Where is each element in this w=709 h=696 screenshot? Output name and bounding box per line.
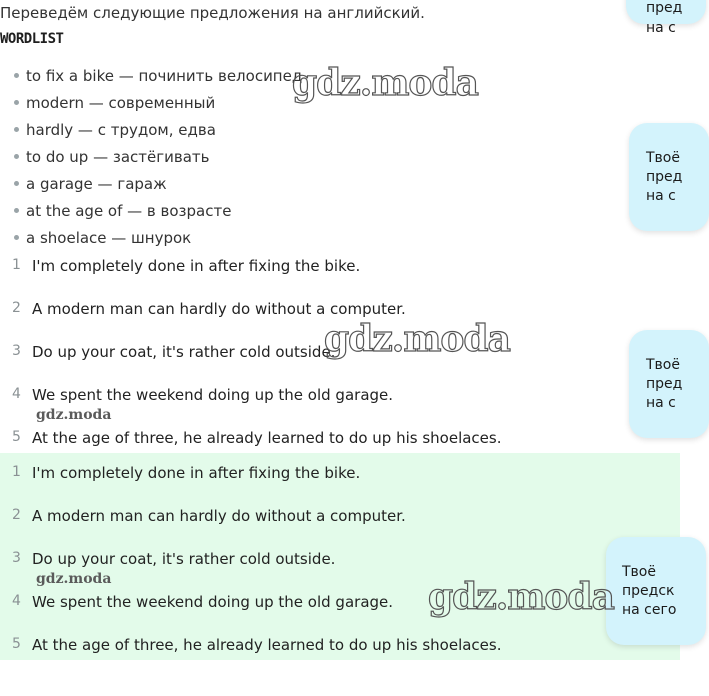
vocabulary-text: to do up — застёгивать xyxy=(26,147,210,166)
sentence-item xyxy=(0,253,680,296)
sentence-text: Do up your coat, it's rather cold outside. xyxy=(32,343,336,361)
sentence-text: I'm completely done in after fixing the bike. xyxy=(32,257,361,275)
bubble-line: пред xyxy=(646,376,683,392)
watermark-logo: gdz.moda xyxy=(428,576,614,618)
bullet-icon xyxy=(14,73,19,78)
answer-number: 2 xyxy=(12,507,21,523)
watermark-logo: gdz.moda xyxy=(36,407,112,423)
answer-text: I'm completely done in after fixing the bike. xyxy=(32,464,361,482)
bullet-icon xyxy=(14,208,19,213)
watermark-logo: gdz.moda xyxy=(324,318,510,360)
watermark-logo: gdz.moda xyxy=(36,571,112,587)
sentence-number: 2 xyxy=(12,300,21,316)
bubble-line: на с xyxy=(646,188,676,204)
bubble-line: на сего xyxy=(622,602,677,618)
bullet-icon xyxy=(14,235,19,240)
sentence-list xyxy=(0,253,680,468)
answer-text: At the age of three, he already learned to do up his shoelaces. xyxy=(32,636,502,654)
answer-number: 1 xyxy=(12,464,21,480)
vocabulary-text: hardly — с трудом, едва xyxy=(26,120,216,139)
bubble-line: Твоё xyxy=(646,150,680,166)
chat-bubble[interactable] xyxy=(606,537,706,645)
answer-text: We spent the weekend doing up the old garage. xyxy=(32,593,394,611)
vocabulary-item xyxy=(0,116,302,143)
answer-text: Do up your coat, it's rather cold outside. xyxy=(32,550,336,568)
sentence-number: 3 xyxy=(12,343,21,359)
bubble-line: пред xyxy=(646,169,683,185)
bullet-icon xyxy=(14,100,19,105)
vocabulary-text: a garage — гараж xyxy=(26,174,167,193)
bubble-line: на с xyxy=(646,395,676,411)
bubble-line: пред xyxy=(646,0,683,16)
sentence-number: 5 xyxy=(12,429,21,445)
vocabulary-item xyxy=(0,170,302,197)
vocabulary-item xyxy=(0,143,302,170)
bubble-line: Твоё xyxy=(646,357,680,373)
bullet-icon xyxy=(14,154,19,159)
vocabulary-text: modern — современный xyxy=(26,93,216,112)
bullet-icon xyxy=(14,181,19,186)
vocabulary-text: to fix a bike — починить велосипед xyxy=(26,66,303,85)
answer-item xyxy=(0,632,680,675)
answer-text: A modern man can hardly do without a computer. xyxy=(32,507,406,525)
vocabulary-item xyxy=(0,197,302,224)
chat-bubble[interactable] xyxy=(626,0,706,36)
bubble-line: предск xyxy=(622,583,675,599)
answer-item xyxy=(0,503,680,546)
sentence-text: At the age of three, he already learned to do up his shoelaces. xyxy=(32,429,502,447)
vocabulary-item xyxy=(0,89,302,116)
wordlist-heading: WORDLIST xyxy=(0,31,64,47)
answer-item xyxy=(0,460,680,503)
chat-bubble[interactable] xyxy=(629,123,709,231)
intro-text: Переведём следующие предложения на английский. xyxy=(0,4,425,22)
vocabulary-text: at the age of — в возрасте xyxy=(26,201,232,220)
vocabulary-item xyxy=(0,224,302,251)
answer-number: 3 xyxy=(12,550,21,566)
answer-number: 4 xyxy=(12,593,21,609)
bubble-line: на с xyxy=(646,20,676,36)
vocabulary-item xyxy=(0,62,302,89)
vocabulary-text: a shoelace — шнурок xyxy=(26,228,192,247)
bullet-icon xyxy=(14,127,19,132)
vocabulary-list xyxy=(0,62,302,251)
answer-list xyxy=(0,460,680,675)
sentence-text: A modern man can hardly do without a computer. xyxy=(32,300,406,318)
sentence-number: 4 xyxy=(12,386,21,402)
sentence-text: We spent the weekend doing up the old garage. xyxy=(32,386,394,404)
answer-number: 5 xyxy=(12,636,21,652)
chat-bubble[interactable] xyxy=(629,330,709,438)
bubble-line: Твоё xyxy=(622,564,656,580)
watermark-logo: gdz.moda xyxy=(292,62,478,104)
sentence-number: 1 xyxy=(12,257,21,273)
